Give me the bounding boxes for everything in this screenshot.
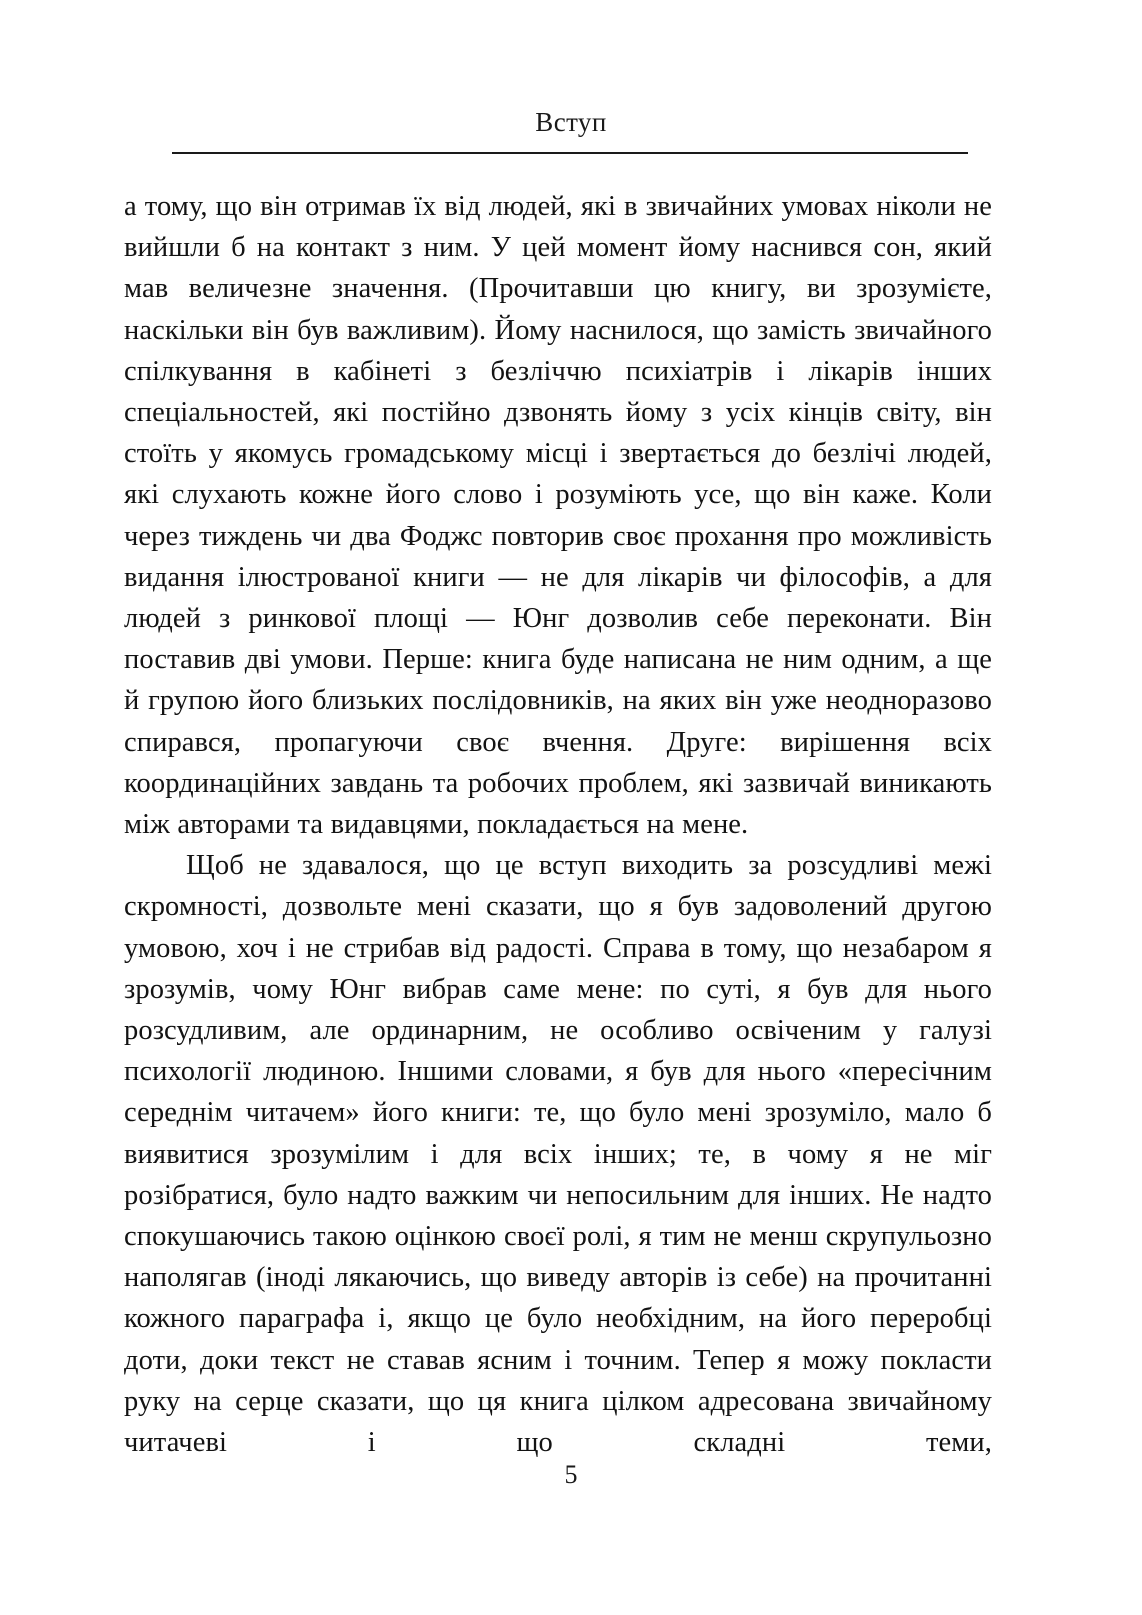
body-text-block <box>124 186 992 1463</box>
page-number: 5 <box>564 1460 578 1489</box>
paragraph: Щоб не здавалося, що це вступ виходить за розсудливі межі скромності, дозвольте мені сказати, що я був задоволений другою умовою, хоч і не стрибав від радості. Справа в тому, що незабаром я зрозумів, чому Юнг вибрав саме мене: по суті, я був для нього розсудливим, але ординарним, не особливо освіченим у галузі психології людиною. Іншими словами, я був для нього «пересічним середнім читачем» його книги: те, що було мені зрозуміло, мало б виявитися зрозумілим і для всіх інших; те, в чому я не міг розібратися, було надто важким чи непосильним для інших. Не надто спокушаючись такою оцінкою своєї ролі, я тим не менш скрупульозно наполягав (іноді лякаючись, що виведу авторів із себе) на прочитанні кожного параграфа і, якщо це було необхідним, на його переробці доти, доки текст не ставав ясним і точним. Тепер я можу покласти руку на серце сказати, що ця книга цілком адресована звичайному читачеві і що складні теми, <box>124 850 992 1459</box>
running-head: Вступ <box>535 107 607 137</box>
paragraph: а тому, що він отримав їх від людей, які в звичайних умовах ніколи не вийшли б на контакт з ним. У цей момент йому наснився сон, який мав величезне значення. (Прочитавши цю книгу, ви зрозумієте, наскільки він був важливим). Йому наснилося, що замість звичайного спілкування в кабінеті з безліччю психіатрів і лікарів інших спеціальностей, які постійно дзвонять йому з усіх кінців світу, він стоїть у якомусь громадському місці і звертається до безлічі людей, які слухають кожне його слово і розуміють усе, що він каже. Коли через тиждень чи два Фоджс повторив своє прохання про можливість видання ілюстрованої книги — не для лікарів чи філософів, а для людей з ринкової площі — Юнг дозволив себе переконати. Він поставив дві умови. Перше: книга буде написана не ним одним, а ще й групою його близьких послідовників, на яких він уже неодноразово спирався, пропагуючи своє вчення. Друге: вирішення всіх координаційних завдань та робочих проблем, які зазвичай виникають між авторами та видавцями, покладається на мене. <box>124 191 992 841</box>
header-divider-rule <box>172 152 968 154</box>
